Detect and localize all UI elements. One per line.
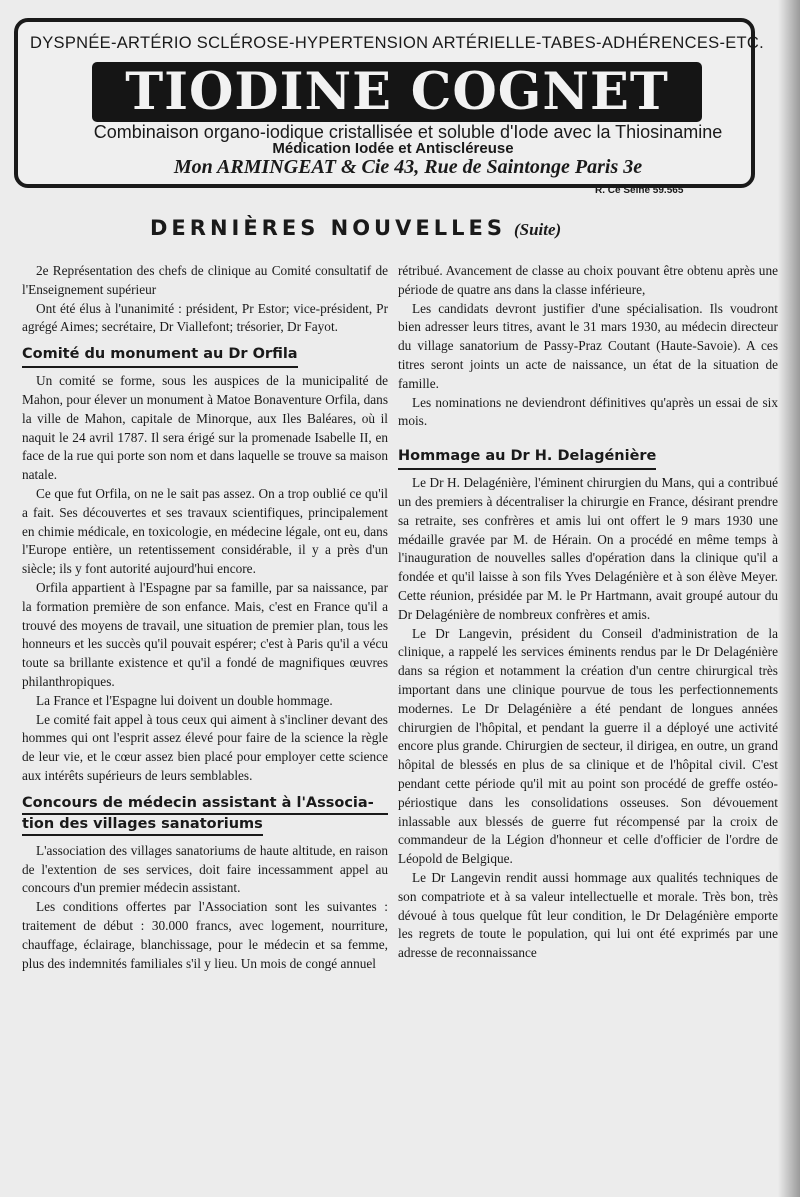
section-heading-line: tion des villages sanatoriums: [22, 815, 263, 836]
paragraph: Orfila appartient à l'Espagne par sa famille, par sa naissance, par la formation première de son enfance. Mais, c'est en France qu'il a trouvé des moyens de travail, une situation de premier plan, tous les honneurs et les succès qu'il pouvait espérer; c'est à Paris qu'il a vécu toute sa brillante existence et qu'il a fondé de magnifiques œuvres philanthropiques.: [22, 579, 388, 689]
paragraph: Ont été élus à l'unanimité : président, Pr Estor; vice-président, Pr agrégé Aimes; secrétaire, Dr Viallefont; trésorier, Dr Fayot.: [22, 300, 388, 335]
paragraph: L'association des villages sanatoriums de haute altitude, en raison de l'extention de ses services, doit faire incessamment appel au concours d'un premier médecin assistant.: [22, 842, 388, 896]
paragraph: Le comité fait appel à tous ceux qui aiment à s'incliner devant des hommes qui ont l'esprit assez élevé pour faire de la science la règle de leur vie, et le cœur assez bien placé pour employer cette science aux intérêts supérieurs de leurs semblables.: [22, 711, 388, 783]
paragraph: Les conditions offertes par l'Association sont les suivantes : traitement de début : 30.000 francs, avec logement, nourriture, chauffage, éclairage, blanchissage, pour le médecin et sa femme, plus des indemnités familiales s'il y lieu. Un mois de congé annuel: [22, 899, 388, 971]
paragraph: Les nominations ne deviendront définitives qu'après un essai de six mois.: [398, 394, 778, 429]
paragraph: Ce que fut Orfila, on ne le sait pas assez. On a trop oublié ce qu'il a fait. Ses découvertes et ses travaux scientifiques, principalement en chimie médicale, en toxicologie, en médecine légale, ont eu, dans l'Europe entière, un retentissement considérable, il y a près d'un siècle; ils y font autorité aujourd'hui encore.: [22, 485, 388, 577]
left-column: [22, 262, 388, 973]
paragraph: Le Dr Langevin rendit aussi hommage aux qualités techniques de son compatriote et à sa valeur intellectuelle et morale. Très bon, très dévoué à tous quelque fût leur condition, le Dr Delagénière emporte les regrets de toute le population, qui lui ont été exprimés par une adresse de reconnaissance: [398, 869, 778, 961]
paragraph: Un comité se forme, sous les auspices de la municipalité de Mahon, pour élever un monument à Matoe Bonaventure Orfila, dans la ville de Mahon, capitale de Minorque, aux Iles Baléares, où il naquit le 24 avril 1787. Il sera érigé sur la promenade Isabelle II, en face de la rue qui porte son nom et dans laquelle se trouve sa maison natale.: [22, 373, 388, 483]
page-edge-shadow: [778, 0, 800, 1197]
ad-address: Mon ARMINGEAT & Cie 43, Rue de Saintonge Paris 3e: [173, 156, 643, 178]
paragraph: 2e Représentation des chefs de clinique au Comité consultatif de l'Enseignement supérieur: [22, 263, 388, 297]
ad-indications: DYSPNÉE-ARTÉRIO SCLÉROSE-HYPERTENSION ARTÉRIELLE-TABES-ADHÉRENCES-ETC.: [30, 34, 765, 52]
paragraph: Le Dr Langevin, président du Conseil d'administration de la clinique, a rappelé les services éminents rendus par le Dr Delagénière dans sa région et notamment la création d'un centre chirurgical très important dans une clinique pourvue de tous les perfectionnements modernes. Le Dr Delagénière a été pendant de longues années chirurgien de l'hôpital, et pendant la guerre il a déployé une activité encore plus grande. Chirurgien de secteur, il dirigea, en outre, un grand hôpital de blessés en plus de sa clinique et de l'hôpital civil. C'est pendant cette période qu'il mit au point son procédé de greffe ostéo-périostique dans les consolidations osseuses. Son dévouement inlassable aux blessés de guerre fut récompensé par la croix de commandeur de la Légion d'honneur et celle d'officier de l'ordre de Léopold de Belgique.: [398, 625, 778, 867]
paragraph: La France et l'Espagne lui doivent un double hommage.: [36, 692, 333, 708]
section-heading-line: Concours de médecin assistant à l'Associa-: [22, 794, 388, 815]
ad-description: Combinaison organo-iodique cristallisée et soluble d'Iode avec la Thiosinamine: [93, 122, 723, 142]
paragraph: rétribué. Avancement de classe au choix pouvant être obtenu après une période de quatre ans dans la classe inférieure,: [398, 263, 778, 297]
page-title: [150, 216, 650, 240]
page-title-suite: (Suite): [513, 220, 562, 239]
ad-medication: Médication Iodée et Antiscléreuse: [272, 140, 514, 157]
ad-brand-banner: TIODINE COGNET: [92, 62, 702, 122]
paragraph: Les candidats devront justifier d'une spécialisation. Ils voudront bien adresser leurs titres, avant le 31 mars 1930, au médecin directeur du village sanatorium de Passy-Praz Coutant (Haute-Savoie). A ces titres seront joints un acte de naissance, un état de la situation de famille.: [398, 300, 778, 391]
registry-number: R. Ce Seine 59.565: [595, 185, 684, 196]
right-column: [398, 262, 778, 963]
section-heading-orfila: Comité du monument au Dr Orfila: [22, 345, 298, 368]
paragraph: Le Dr H. Delagénière, l'éminent chirurgien du Mans, qui a contribué un des premiers à décentraliser la chirurgie en France, désirant prendre sa retraite, ses confrères et amis lui ont offert le 9 mars 1930 une médaille gravée par M. de Hérain. On a procédé en même temps à l'inauguration de nouvelles salles d'opération dans la clinique qu'il a fondée et qu'il laisse à son fils Yves Delagénière et à son élève Meyer. Cette réunion, présidée par M. le Pr Hartmann, avait groupé autour du Dr Delagénière de nombreux confrères et amis.: [398, 475, 778, 622]
section-heading-concours: [22, 794, 388, 838]
page-title-text: DERNIÈRES NOUVELLES: [150, 216, 506, 240]
advertisement-box: [14, 18, 765, 188]
section-heading-hommage: Hommage au Dr H. Delagénière: [398, 447, 656, 470]
